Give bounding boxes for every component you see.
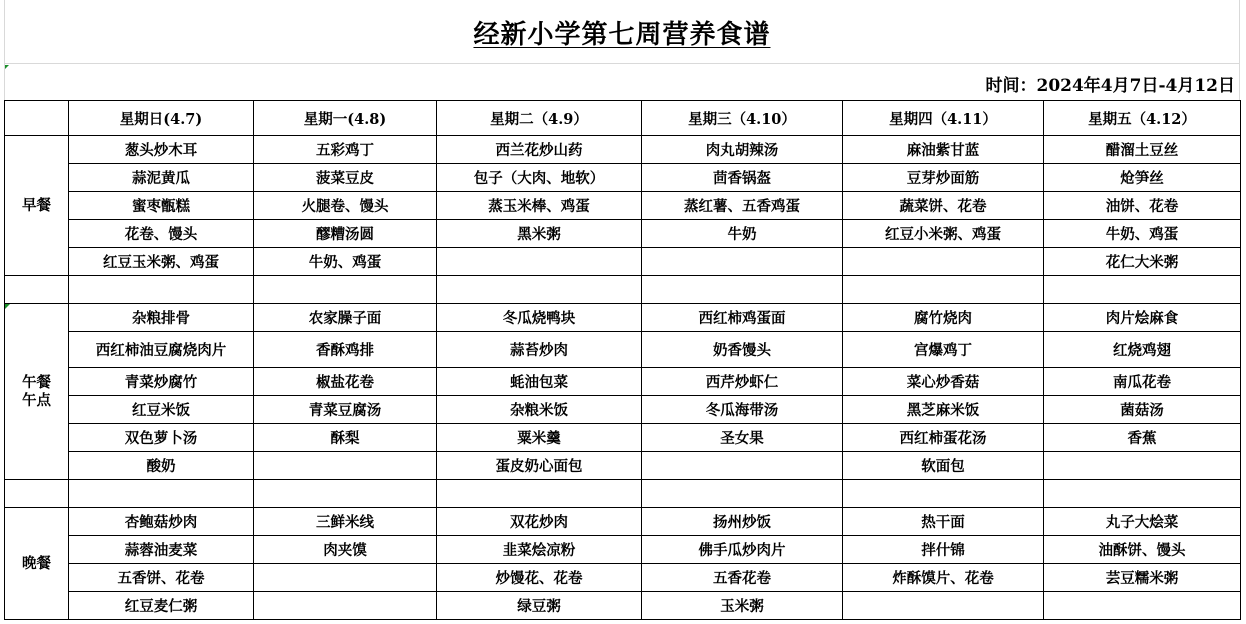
menu-item: 五彩鸡丁 [254,136,437,164]
menu-item: 南瓜花卷 [1044,368,1241,396]
spacer-row [5,480,1241,508]
menu-item: 玉米粥 [642,592,843,620]
title-row [4,0,1240,64]
table-row [5,248,1241,276]
menu-item: 绿豆粥 [437,592,642,620]
day-header: 星期三（4.10） [642,101,843,136]
menu-item: 拌什锦 [843,536,1044,564]
empty-cell [437,276,642,304]
day-header: 星期五（4.12） [1044,101,1241,136]
spacer-row [5,276,1241,304]
menu-item: 牛奶 [642,220,843,248]
menu-item [642,248,843,276]
menu-item: 蒜泥黄瓜 [69,164,254,192]
menu-item: 杂粮排骨 [69,304,254,332]
menu-item: 西红柿蛋花汤 [843,424,1044,452]
menu-item: 炒馒花、花卷 [437,564,642,592]
menu-item: 西红柿油豆腐烧肉片 [69,332,254,368]
page-title [5,14,1239,51]
menu-item: 红豆米饭 [69,396,254,424]
menu-item: 五香花卷 [642,564,843,592]
empty-cell [254,480,437,508]
menu-item: 扬州炒饭 [642,508,843,536]
menu-item: 醋溜土豆丝 [1044,136,1241,164]
menu-item: 粟米羹 [437,424,642,452]
menu-item: 红烧鸡翅 [1044,332,1241,368]
table-row [5,368,1241,396]
menu-item: 腐竹烧肉 [843,304,1044,332]
day-header: 星期一(4.8) [254,101,437,136]
day-header: 星期二（4.9） [437,101,642,136]
table-row [5,424,1241,452]
menu-item: 宫爆鸡丁 [843,332,1044,368]
table-row [5,304,1241,332]
menu-item: 三鲜米线 [254,508,437,536]
meal-label: 早餐 [5,136,69,276]
menu-item: 蚝油包菜 [437,368,642,396]
menu-item: 杂粮米饭 [437,396,642,424]
date-range: 时间：2024年4月7日-4月12日 [985,76,1235,96]
menu-item: 葱头炒木耳 [69,136,254,164]
empty-cell [437,480,642,508]
menu-item: 豆芽炒面筋 [843,164,1044,192]
menu-item [1044,592,1241,620]
menu-item [437,248,642,276]
menu-item: 红豆玉米粥、鸡蛋 [69,248,254,276]
menu-item: 椒盐花卷 [254,368,437,396]
meal-label: 晚餐 [5,508,69,620]
menu-item: 圣女果 [642,424,843,452]
menu-item: 黑芝麻米饭 [843,396,1044,424]
menu-item: 花卷、馒头 [69,220,254,248]
menu-item [254,592,437,620]
meal-label: 午餐 午点 [5,304,69,480]
empty-cell [1044,480,1241,508]
table-row [5,136,1241,164]
menu-item [843,248,1044,276]
header-row [5,101,1241,136]
menu-item: 菜心炒香菇 [843,368,1044,396]
menu-item: 丸子大烩菜 [1044,508,1241,536]
empty-cell [642,276,843,304]
menu-item: 香酥鸡排 [254,332,437,368]
menu-item: 包子（大肉、地软） [437,164,642,192]
table-row [5,396,1241,424]
menu-table [4,100,1241,620]
empty-cell [5,276,69,304]
menu-item: 双色萝卜汤 [69,424,254,452]
menu-item: 青菜豆腐汤 [254,396,437,424]
menu-item: 双花炒肉 [437,508,642,536]
menu-item: 奶香馒头 [642,332,843,368]
table-row [5,164,1241,192]
menu-item: 牛奶、鸡蛋 [1044,220,1241,248]
empty-cell [843,276,1044,304]
menu-item: 西兰花炒山药 [437,136,642,164]
menu-item: 茴香锅盔 [642,164,843,192]
empty-cell [69,276,254,304]
menu-item: 肉夹馍 [254,536,437,564]
menu-item: 油饼、花卷 [1044,192,1241,220]
menu-item: 香蕉 [1044,424,1241,452]
menu-item: 花仁大米粥 [1044,248,1241,276]
menu-item [254,452,437,480]
menu-item [254,564,437,592]
menu-item: 蒸红薯、五香鸡蛋 [642,192,843,220]
empty-cell [642,480,843,508]
menu-item [1044,452,1241,480]
menu-item: 热干面 [843,508,1044,536]
menu-item: 菠菜豆皮 [254,164,437,192]
table-row [5,508,1241,536]
table-row [5,192,1241,220]
empty-cell [69,480,254,508]
table-row [5,564,1241,592]
menu-item: 蜜枣甑糕 [69,192,254,220]
menu-item: 农家臊子面 [254,304,437,332]
menu-item: 蒜蓉油麦菜 [69,536,254,564]
menu-item [642,452,843,480]
table-row [5,220,1241,248]
empty-cell [843,480,1044,508]
menu-item: 西芹炒虾仁 [642,368,843,396]
empty-cell [5,480,69,508]
menu-item: 蒸玉米棒、鸡蛋 [437,192,642,220]
menu-item: 牛奶、鸡蛋 [254,248,437,276]
menu-item: 蛋皮奶心面包 [437,452,642,480]
table-row [5,536,1241,564]
menu-item: 五香饼、花卷 [69,564,254,592]
menu-item: 酥梨 [254,424,437,452]
menu-item: 红豆麦仁粥 [69,592,254,620]
menu-item: 芸豆糯米粥 [1044,564,1241,592]
menu-item: 青菜炒腐竹 [69,368,254,396]
menu-item: 佛手瓜炒肉片 [642,536,843,564]
menu-item: 炸酥馍片、花卷 [843,564,1044,592]
menu-item: 西红柿鸡蛋面 [642,304,843,332]
menu-item: 酸奶 [69,452,254,480]
menu-item: 火腿卷、馒头 [254,192,437,220]
day-header: 星期日(4.7) [69,101,254,136]
table-row [5,592,1241,620]
menu-item: 油酥饼、馒头 [1044,536,1241,564]
menu-item: 黑米粥 [437,220,642,248]
menu-item: 冬瓜海带汤 [642,396,843,424]
menu-item [843,592,1044,620]
menu-item: 肉丸胡辣汤 [642,136,843,164]
cell-marker-icon [5,304,10,309]
menu-item: 杏鲍菇炒肉 [69,508,254,536]
menu-item: 软面包 [843,452,1044,480]
menu-item: 菌菇汤 [1044,396,1241,424]
table-row [5,452,1241,480]
menu-item: 醪糟汤圆 [254,220,437,248]
menu-item: 蒜苔炒肉 [437,332,642,368]
corner-cell [5,101,69,136]
menu-item: 红豆小米粥、鸡蛋 [843,220,1044,248]
empty-cell [254,276,437,304]
menu-item: 肉片烩麻食 [1044,304,1241,332]
menu-item: 冬瓜烧鸭块 [437,304,642,332]
table-row [5,332,1241,368]
menu-item: 炝笋丝 [1044,164,1241,192]
date-row [4,64,1240,100]
day-header: 星期四（4.11） [843,101,1044,136]
title-text: 经新小学第七周营养食谱 [473,20,771,50]
empty-cell [1044,276,1241,304]
menu-item: 麻油紫甘蓝 [843,136,1044,164]
menu-item: 韭菜烩凉粉 [437,536,642,564]
menu-item: 蔬菜饼、花卷 [843,192,1044,220]
